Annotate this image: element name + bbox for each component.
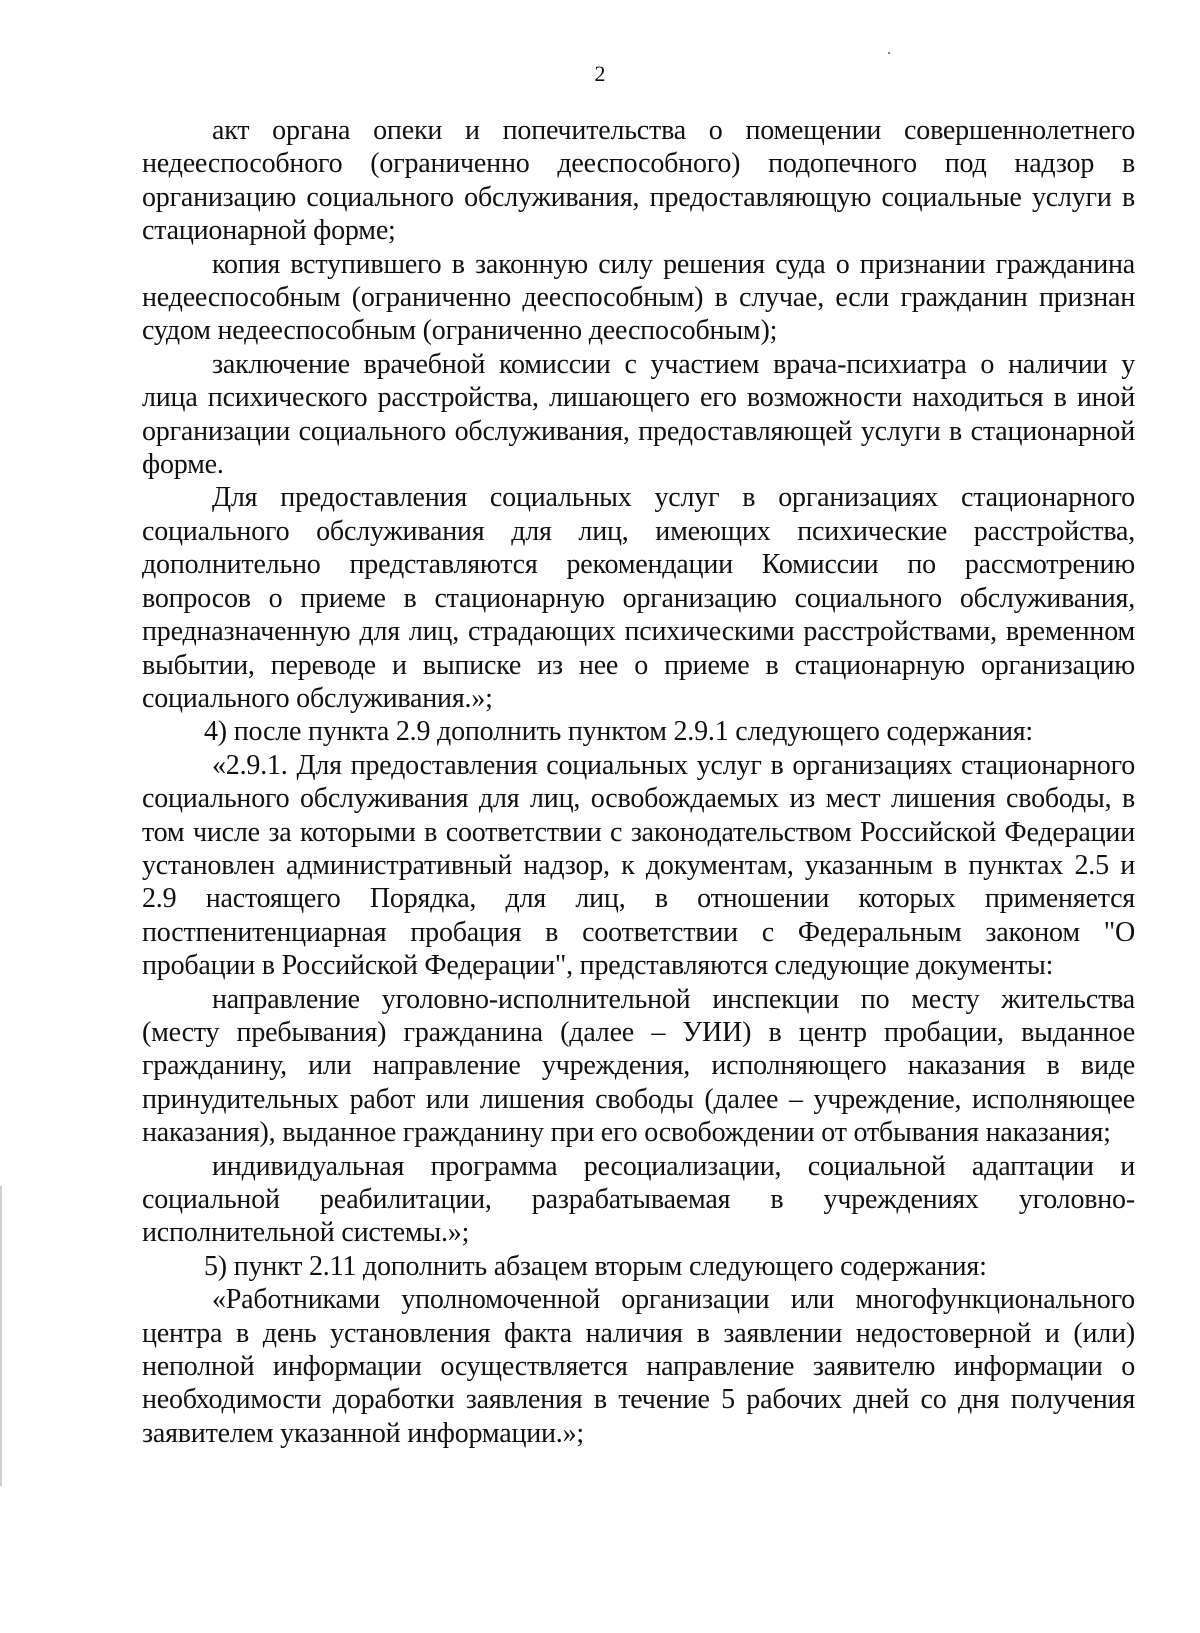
- paragraph-resocialization-program: индивидуальная программа ресоциализации, социальной адаптации и социальной реабилитации, разрабатываемая в учреждениях уголовно-исполнительной системы.»;: [142, 1150, 1135, 1249]
- paragraph-item-5: 5) пункт 2.11 дополнить абзацем вторым следующего содержания:: [204, 1250, 987, 1282]
- paragraph-medical-commission-conclusion: заключение врачебной комиссии с участием врача-психиатра о наличии у лица психического расстройства, лишающего его возможности находиться в иной организации социального обслуживания, предоставляющей услуги в стационарной форме.: [142, 348, 1135, 481]
- scan-speck: [888, 52, 890, 54]
- paragraph-item-4: 4) после пункта 2.9 дополнить пунктом 2.9.1 следующего содержания:: [204, 716, 1034, 748]
- paragraph-guardianship-act: акт органа опеки и попечительства о помещении совершеннолетнего недееспособного (ограниченно дееспособного) подопечного под надзор в организацию социального обслуживания, предоставляющую социальные услуги в стационарной форме;: [142, 115, 1135, 247]
- scan-edge-mark: [0, 1186, 2, 1486]
- paragraph-clause-2-9-1: «2.9.1. Для предоставления социальных услуг в организациях стационарного социального обслуживания для лиц, освобождаемых из мест лишения свободы, в том числе за которыми в соответствии с законодательством Российской Федерации установлен административный надзор, к документам, указанным в пунктах 2.5 и 2.9 настоящего Порядка, для лиц, в отношении которых применяется постпенитенциарная пробация в соответствии с Федеральным законом "О пробации в Российской Федерации", представляются следующие документы:: [142, 749, 1135, 982]
- document-body: [142, 114, 1135, 1450]
- paragraph-mental-disorders-recommendations: Для предоставления социальных услуг в организациях стационарного социального обслуживания для лиц, имеющих психические расстройства, дополнительно представляются рекомендации Комиссии по рассмотрению вопросов о приеме в стационарную организацию социального обслуживания, предназначенную для лиц, страдающих психическими расстройствами, временном выбытии, переводе и выписке из нее о приеме в стационарную организацию социального обслуживания.»;: [142, 482, 1135, 714]
- paragraph-clause-2-11-addition: «Работниками уполномоченной организации или многофункционального центра в день установления факта наличия в заявлении недостоверной и (или) неполной информации осуществляется направление заявителю информации о необходимости доработки заявления в течение 5 рабочих дней со дня получения заявителем указанной информации.»;: [142, 1284, 1135, 1449]
- paragraph-probation-referral: направление уголовно-исполнительной инспекции по месту жительства (месту пребывания) гражданина (далее – УИИ) в центр пробации, выданное гражданину, или направление учреждения, исполняющего наказания в виде принудительных работ или лишения свободы (далее – учреждение, исполняющее наказания), выданное гражданину при его освобождении от отбывания наказания;: [142, 983, 1135, 1149]
- page-number: 2: [594, 61, 606, 86]
- paragraph-court-decision-copy: копия вступившего в законную силу решения суда о признании гражданина недееспособным (ограниченно дееспособным) в случае, если гражданин признан судом недееспособным (ограниченно дееспособным);: [142, 248, 1135, 347]
